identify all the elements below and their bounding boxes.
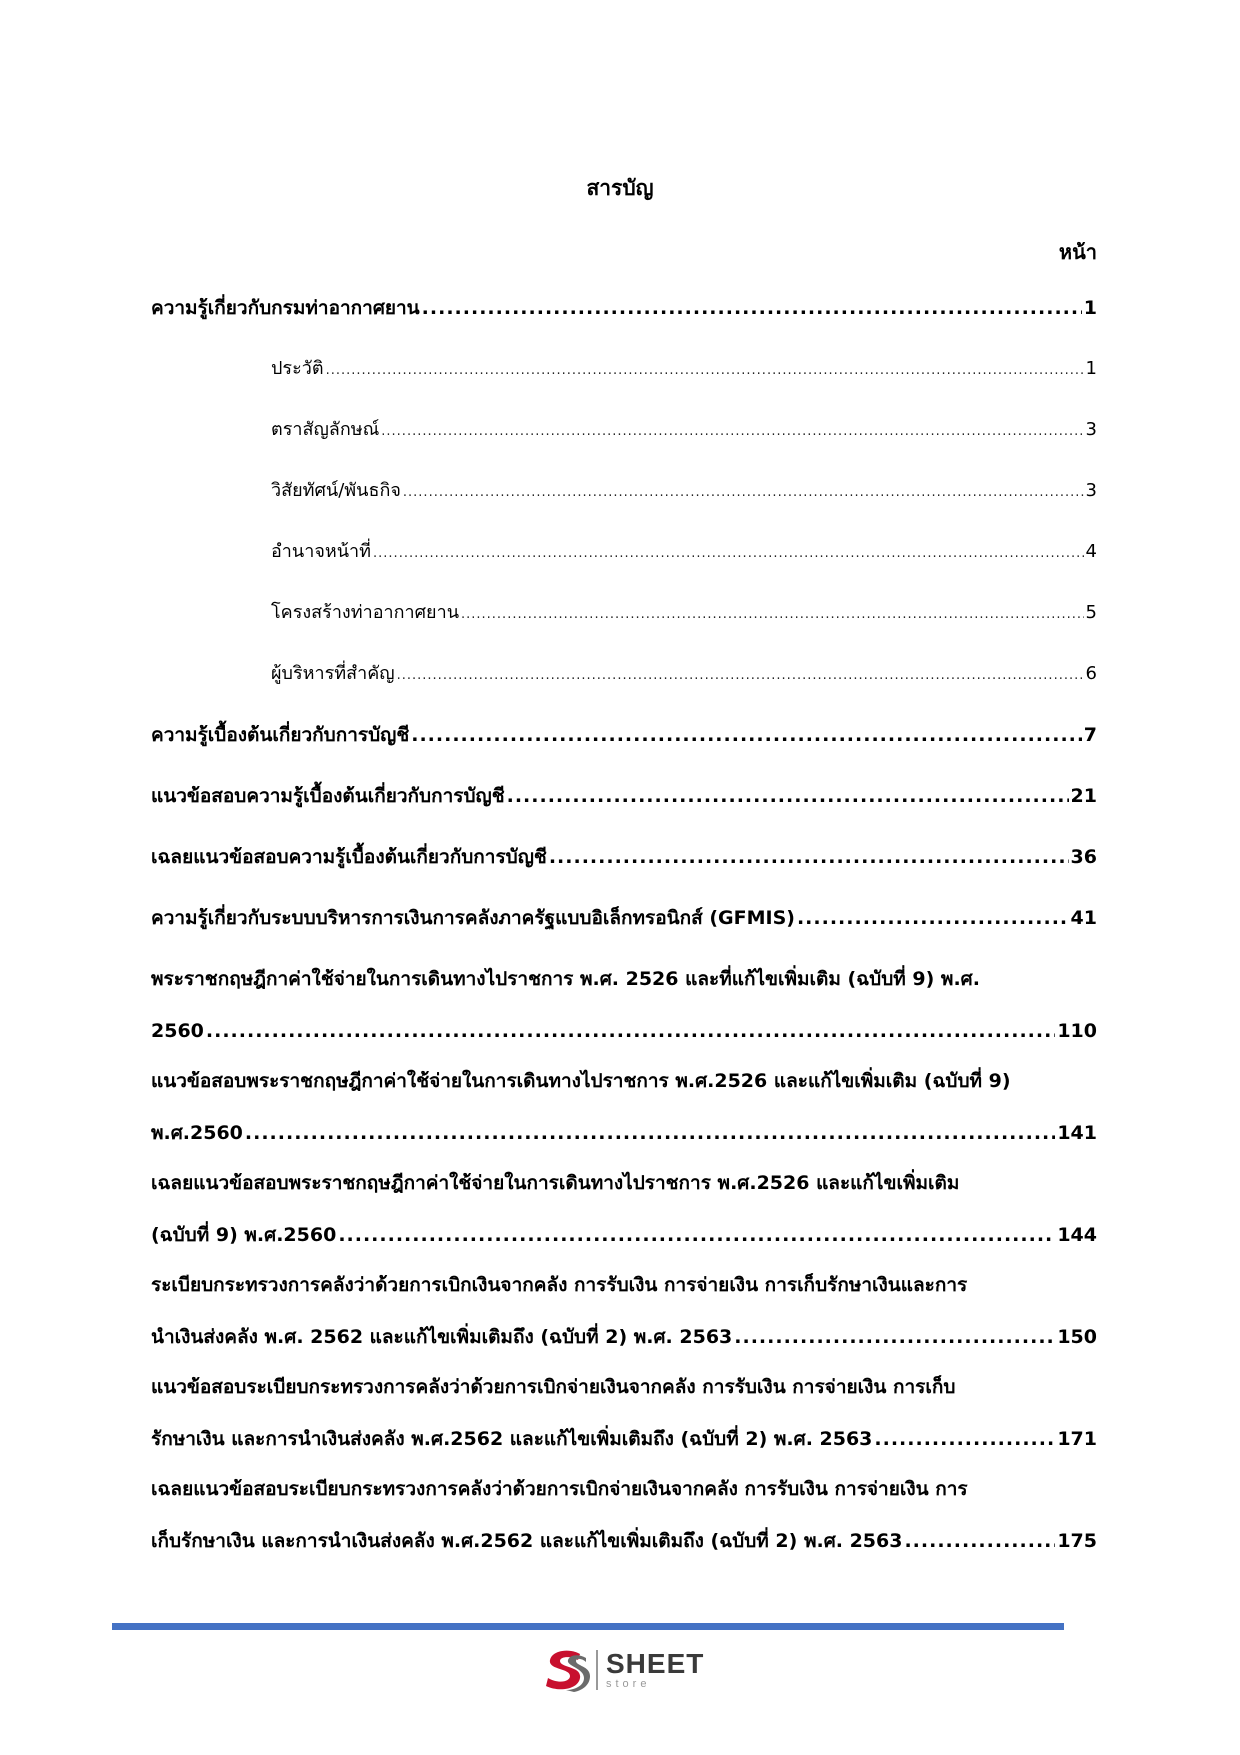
toc-entry-line: [271, 412, 1097, 473]
toc-entry-line: [151, 839, 1097, 900]
toc-entry-line: [271, 595, 1097, 656]
dot-leader: [245, 1115, 1055, 1151]
logo-word: SHEET: [606, 1648, 705, 1679]
dot-leader: [206, 1013, 1055, 1049]
toc-entry-title: รักษาเงิน และการนำเงินส่งคลัง พ.ศ.2562 และแก้ไขเพิ่มเติมถึง (ฉบับที่ 2) พ.ศ. 2563: [151, 1428, 873, 1450]
toc-entry: [151, 1165, 1097, 1267]
toc-page-number: 150: [1057, 1326, 1097, 1348]
toc-entry-line: [151, 1421, 1097, 1471]
dot-leader: [338, 1217, 1055, 1253]
footer-logo: [540, 1646, 704, 1694]
toc-page-number: 175: [1057, 1530, 1097, 1552]
toc-subentry: [151, 656, 1097, 717]
toc-entry-title: เก็บรักษาเงิน และการนำเงินส่งคลัง พ.ศ.2562 และแก้ไขเพิ่มเติมถึง (ฉบับที่ 2) พ.ศ. 2563: [151, 1530, 903, 1552]
table-of-contents: [151, 290, 1097, 1573]
toc-entry-text-line: ระเบียบกระทรวงการคลังว่าด้วยการเบิกเงินจากคลัง การรับเงิน การจ่ายเงิน การเก็บรักษาเงินและการ: [151, 1274, 968, 1296]
logo-text: [606, 1650, 704, 1690]
toc-page-number: 141: [1057, 1122, 1097, 1144]
toc-page-number: 171: [1057, 1428, 1097, 1450]
toc-entry: [151, 839, 1097, 900]
dot-leader: [904, 1523, 1055, 1559]
toc-entry-text-line: เฉลยแนวข้อสอบระเบียบกระทรวงการคลังว่าด้วยการเบิกจ่ายเงินจากคลัง การรับเงิน การจ่ายเงิน การ: [151, 1478, 968, 1500]
toc-entry-line: [271, 656, 1097, 717]
dot-leader: [373, 536, 1084, 572]
toc-entry-title: แนวข้อสอบความรู้เบื้องต้นเกี่ยวกับการบัญชี: [151, 785, 505, 807]
toc-page-number: 21: [1070, 785, 1097, 807]
toc-entry-title: โครงสร้างท่าอากาศยาน: [271, 602, 459, 623]
toc-page-number: 110: [1057, 1020, 1097, 1042]
toc-entry-line: [151, 1217, 1097, 1267]
dot-leader: [797, 900, 1069, 936]
toc-entry-title: ความรู้เกี่ยวกับกรมท่าอากาศยาน: [151, 297, 420, 319]
toc-entry: [151, 1471, 1097, 1573]
toc-entry-title: เฉลยแนวข้อสอบความรู้เบื้องต้นเกี่ยวกับการบัญชี: [151, 846, 547, 868]
toc-subentry: [151, 351, 1097, 412]
dot-leader: [411, 717, 1082, 753]
toc-entry-line: [151, 290, 1097, 351]
dot-leader: [507, 778, 1069, 814]
toc-page-number: 5: [1085, 602, 1097, 623]
toc-entry-line: [151, 900, 1097, 961]
toc-entry-title: ผู้บริหารที่สำคัญ: [271, 663, 395, 684]
toc-entry-line: [151, 1319, 1097, 1369]
toc-entry-text-line: เฉลยแนวข้อสอบพระราชกฤษฎีกาค่าใช้จ่ายในการเดินทางไปราชการ พ.ศ.2526 และแก้ไขเพิ่มเติม: [151, 1172, 960, 1194]
toc-page-number: 1: [1083, 297, 1097, 319]
logo-subword: store: [606, 1678, 651, 1690]
footer-rule: [112, 1623, 1064, 1630]
toc-page-number: 1: [1085, 358, 1097, 379]
dot-leader: [381, 414, 1083, 450]
toc-entry-title: พ.ศ.2560: [151, 1122, 243, 1144]
toc-entry-title: ความรู้เกี่ยวกับระบบบริหารการเงินการคลังภาครัฐแบบอิเล็กทรอนิกส์ (GFMIS): [151, 907, 795, 929]
toc-entry: [151, 961, 1097, 1063]
dot-leader: [734, 1319, 1055, 1355]
page-title: สารบัญ: [586, 176, 654, 200]
dot-leader: [461, 597, 1084, 633]
toc-entry-line: [151, 717, 1097, 778]
toc-entry-line: [271, 534, 1097, 595]
toc-entry-title: ความรู้เบื้องต้นเกี่ยวกับการบัญชี: [151, 724, 410, 746]
toc-entry-title: อำนาจหน้าที่: [271, 541, 372, 562]
toc-page-number: 36: [1070, 846, 1097, 868]
toc-entry-text-line: แนวข้อสอบระเบียบกระทรวงการคลังว่าด้วยการเบิกจ่ายเงินจากคลัง การรับเงิน การจ่ายเงิน การเก็บ: [151, 1376, 956, 1398]
toc-entry-line: [151, 1523, 1097, 1573]
toc-entry-title: วิสัยทัศน์/พันธกิจ: [271, 480, 401, 501]
toc-entry-line: [271, 351, 1097, 412]
toc-entry: [151, 717, 1097, 778]
toc-entry: [151, 900, 1097, 961]
dot-leader: [326, 353, 1084, 389]
toc-page-number: 41: [1070, 907, 1097, 929]
toc-page-number: 7: [1083, 724, 1097, 746]
toc-entry-line: [151, 1115, 1097, 1165]
dot-leader: [403, 475, 1084, 511]
dot-leader: [397, 658, 1084, 694]
toc-subentry: [151, 412, 1097, 473]
toc-entry-title: นำเงินส่งคลัง พ.ศ. 2562 และแก้ไขเพิ่มเติมถึง (ฉบับที่ 2) พ.ศ. 2563: [151, 1326, 733, 1348]
toc-entry: [151, 778, 1097, 839]
toc-page-number: 6: [1085, 663, 1097, 684]
sheet-store-logo-icon: [540, 1646, 592, 1694]
toc-entry: [151, 290, 1097, 351]
toc-entry-line: [151, 1013, 1097, 1063]
toc-entry: [151, 1267, 1097, 1369]
page-column-heading: หน้า: [1058, 240, 1097, 264]
toc-subentry: [151, 534, 1097, 595]
dot-leader: [874, 1421, 1055, 1457]
toc-entry-title: (ฉบับที่ 9) พ.ศ.2560: [151, 1224, 337, 1246]
toc-entry: [151, 1369, 1097, 1471]
toc-page-number: 144: [1057, 1224, 1097, 1246]
toc-page-number: 3: [1085, 419, 1097, 440]
toc-page-number: 4: [1085, 541, 1097, 562]
toc-entry-line: [151, 778, 1097, 839]
toc-subentry: [151, 473, 1097, 534]
dot-leader: [549, 839, 1069, 875]
toc-entry-title: ประวัติ: [271, 358, 324, 379]
toc-entry-text-line: พระราชกฤษฎีกาค่าใช้จ่ายในการเดินทางไปราชการ พ.ศ. 2526 และที่แก้ไขเพิ่มเติม (ฉบับที่ 9) พ.ศ.: [151, 968, 980, 990]
toc-subentry: [151, 595, 1097, 656]
logo-separator: [596, 1650, 598, 1690]
toc-entry-title: 2560: [151, 1020, 204, 1042]
dot-leader: [422, 290, 1082, 326]
toc-entry-line: [271, 473, 1097, 534]
toc-entry-title: ตราสัญลักษณ์: [271, 419, 380, 440]
toc-entry: [151, 1063, 1097, 1165]
toc-page-number: 3: [1085, 480, 1097, 501]
toc-entry-text-line: แนวข้อสอบพระราชกฤษฎีกาค่าใช้จ่ายในการเดินทางไปราชการ พ.ศ.2526 และแก้ไขเพิ่มเติม (ฉบับที่ 9): [151, 1070, 1011, 1092]
